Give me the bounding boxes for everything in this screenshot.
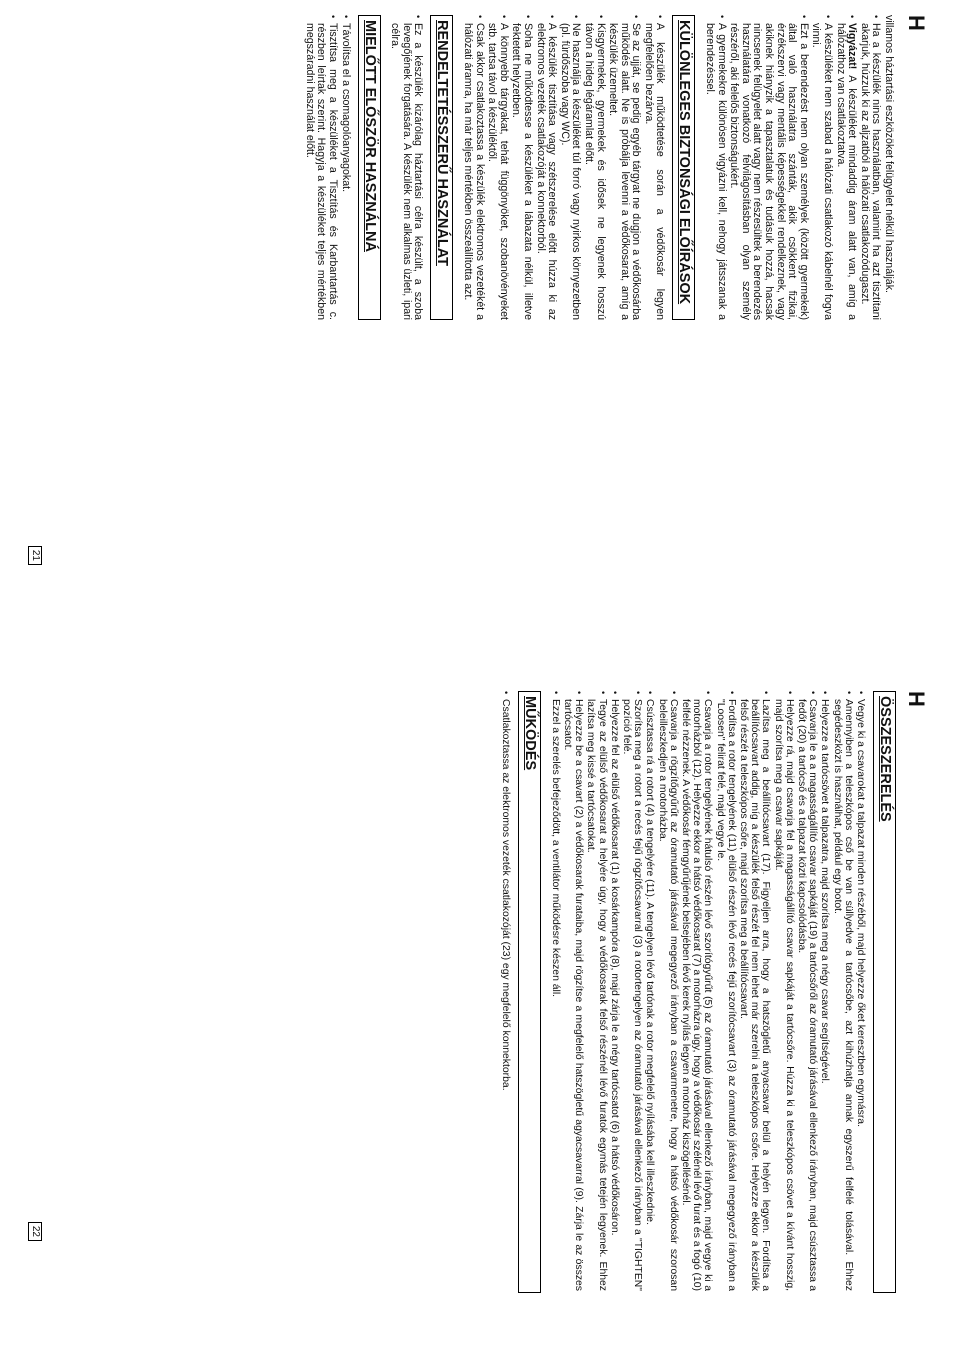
lead-text: villamos háztartási eszközöket felügyelet nélkül használják. [883,15,895,293]
warning-label: Vigyázat! [846,23,859,70]
list-item: • Amennyiben a teleszkópos cső be van süllyedve a tartócsőbe, azt kihúzhatja annak egyszerű felfelé tolásával. Ehhez segédeszközt is használhat, például egy botot. [831,691,853,1291]
section-title-operation: MŰKÖDÉS [518,691,541,1293]
list-item: • Távolítsa el a csomagolóanyagokat. [339,15,351,320]
list-item: • Csavarja le a a magasságállító csavar sapkáját (19) a tartócsőről az óramutató járásával ellenkező irányban, majd csúsztassa a fedőt (20) a tartócső és a talpazat közti kapcsolódásba. [796,691,818,1291]
list-item: • Vegye ki a csavarokat a talpazat minden részéből, majd helyezze őket keresztben egymásra. [855,691,866,1291]
language-marker: H [904,691,929,707]
list-item: • Soha ne működtesse a készüléket a lábazata nélkül, illetve fektetett helyzetben. [510,15,533,320]
left-column [498,691,904,1291]
list-item: • Csatlakoztassa az elektromos vezeték csatlakozóját (23) egy megfelelő konnektorba. [499,691,510,1291]
intended-use-list [389,15,424,320]
page-22 [0,676,954,1351]
list-item: • Ha a készülék nincs használatban, valamint ha azt tisztítani akarjuk, húzzuk ki az aljzatból a hálózati csatlakozódugaszt. [858,15,881,320]
assembly-list [550,691,866,1291]
list-item: • A gyermekekre különösen vigyázni kell, nehogy játsszanak a berendezéssel. [704,15,727,320]
page-22-rotated-content [0,676,954,1351]
language-marker: H [904,15,929,31]
list-item: • Helyezze a tartócsövet a talpazatra, majd szorítsa meg a négy csavar segítségével. [819,691,830,1291]
list-item: • Ne használja a készüléket túl forró vagy nyirkos környezetben (pl. fürdőszoba vagy WC). [558,15,581,320]
list-item: • A készülék működtetése során a védőkosár legyen megfelelően bezárva. [642,15,665,320]
page-number: 22 [28,1222,42,1241]
list-item: • Csúsztassa rá a rotort (4) a tengelyére (11). A tengelyen lévő tartónak a rotor megfelelő nyílásába kell illeszkednie. [644,691,655,1291]
page-number: 21 [28,546,42,565]
list-item: • Ezt a berendezést nem olyan személyek (között gyermekek) által való használatra szánták, akik csökkent fizikai, érzékszervi vagy mentális képességekkel rendelkeznek, vagy akiknek hiányzik a tapasztalatuk és tudásuk hozzá, hacsak nincsenek felügyelet alatt vagy nem részesültek a berendezés használatára vonatkozó felvilágosításban olyan személy részéről, aki felelős biztonságukért. [728,15,809,320]
section-title-safety: KÜLÖNLEGES BIZTONSÁGI ELŐÍRÁSOK [673,15,696,320]
list-item: • Lazítsa meg a beállítócsavart (17). Figyeljen arra, hogy a hatszögletű anyacsavar belül a helyén legyen. Fordítsa a beállítócsavart addig, míg a készülék felső részét fel nem lehet már szerelni a teleszkópos csőre. Helyezze ekkor a készülék felső részét a teleszkópos csőre, majd szorítsa meg a beállítócsavart. [738,691,772,1291]
list-item: • Helyezze rá, majd csavarja fel a magasságállító csavar sapkáját a tartócsőre. Húzza ki a teleszkópos csövet a kívánt hosszig, majd szorítsa meg a csavar sapkáját. [772,691,794,1291]
list-item: • Ezzel a szerelés befejeződött, a ventilátor működésre készen áll. [550,691,561,1291]
intro-list [704,15,882,320]
list-item: • A készüléket nem szabad a hálózati csatlakozó kábelnél fogva vinni. [810,15,833,320]
list-item: • Fordítsa a rotor tengelyének (11) elülső részén lévő recés fejű szorítócsavart (3) az óramutató járásával megegyező irányban a "Loosen" felirat felé, majd vegye le. [714,691,736,1291]
list-item: • Helyezze fel az elülső védőkosarat (1) a kosárkampóra (8), majd zárja le a négy tartócsatot (6) a hátsó védőkosáron. [609,691,620,1291]
list-item: • Tisztítsa meg a készüléket a Tisztítás és Karbantartás c. részben leírtak szerint. Hagyja a készüléket teljes mértékben megszáradni használat előtt. [303,15,338,320]
page-21 [0,0,954,675]
operation-list [499,691,510,1291]
page-21-rotated-content [0,0,954,675]
list-item: • Helyezze be a csavart (2) a védőkosarak furataiba, majd rögzítse a megfelelő hatszögletű agyacsavarral (9). Zárja le az összes tartócsatot. [562,691,584,1291]
list-item: • Vigyázat! A készüléket mindaddig áram alatt van, amíg a hálózathoz van csatlakoztatva. [834,15,857,320]
list-item: • Ez a készülék kizárólag háztartási célra készült, a szoba levegőjének forgatására. A készülék nem alkalmas üzleti, ipari célra. [389,15,424,320]
left-column [302,15,894,320]
safety-list [461,15,665,320]
list-item: • Csak akkor csatlakoztassa a készülék elektromos vezetékét a hálózati áramra, ha már teljes mértékben összeállította azt. [461,15,484,320]
section-title-before-first-use: MIELŐTT ELŐSZÖR HASZNÁLNÁ [358,15,381,320]
list-item: • A könnyebb tárgyakat, tehát függönyöket, szobanövényeket stb. tartsa távol a készüléktől. [486,15,509,320]
first-use-list [303,15,350,320]
section-title-intended-use: RENDELTETÉSSZERŰ HASZNÁLAT [430,15,453,320]
list-item: • Kisgyermekek, gyermekek és idősek ne legyenek hosszú távon a hideg légáramlat előtt. [582,15,605,320]
list-item: • Csavarja a rögzítőgyűrűt az óramutató járásával megegyező irányban a csavarmenetre, hogy a hátsó védőkosár szorosan beleilleszkedjen a motorházba. [656,691,678,1291]
list-item: • A készülék tisztítása vagy szétszerelése előtt húzza ki az elektromos vezeték csatlakozóját a konnektorból. [534,15,557,320]
list-item: • Se az ujját, se pedig egyéb tárgyat ne dugjon a védőkosárba működés alatt. Ne is próbálja levenni a védőkosarat, amíg a készülék üzemeltet. [607,15,642,320]
list-item: • Szorítsa meg a rotort a recés fejű rögzítőcsavarral (3) a rotortengelyen az óramutató járásával ellenkező irányban a "TIGHTEN" pozíció felé. [621,691,643,1291]
list-item: • Csavarja a rotor tengelyének hátulsó részén lévő szorítógyűrűt (5) az óramutató járásával ellenkező irányban, majd vegye ki a motorházból (12). Helyezze ekkor a hátsó védőkosarat (7) a motorházra úgy, hogy a védőkosár szélénél lévő furat és a fogó (10) felfelé nézzenek. A védőkosár fémgyűrűjének belsejében lévő kerek nyílás legyen a motorház kiszögellésénél. [680,691,714,1291]
section-title-assembly: ÖSSZESZERELÉS [873,691,896,1293]
list-item: • Tegye az elülső védőkosarat a helyére úgy, hogy a védőkosarak felső részénél lévő furatok egymás tetején legyenek. Ehhez lazítsa meg kissé a tartócsatokat. [585,691,607,1291]
